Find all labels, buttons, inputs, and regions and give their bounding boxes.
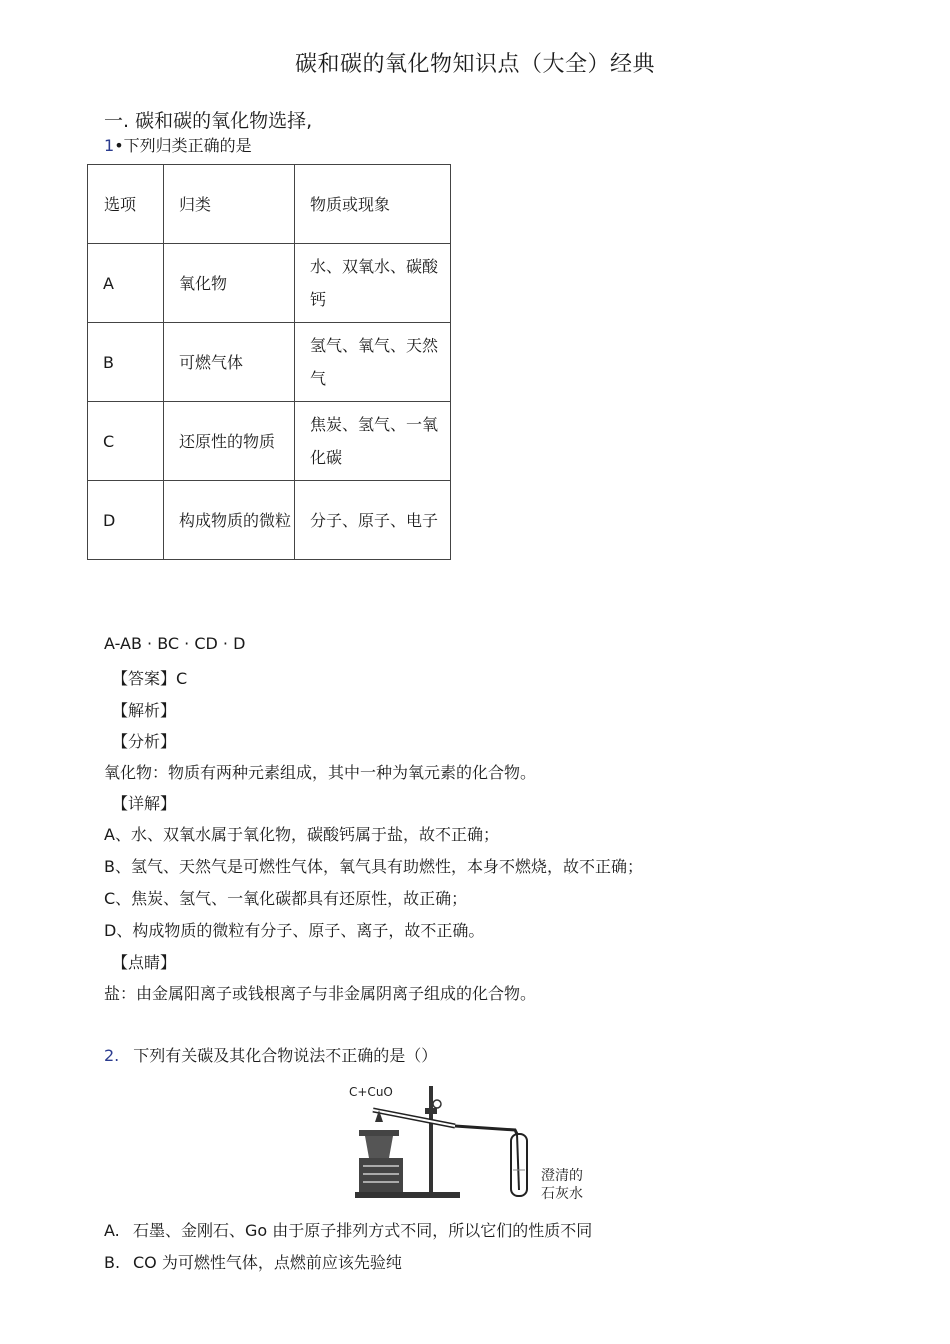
cell-category: 还原性的物质 xyxy=(164,402,295,481)
table-row xyxy=(88,481,451,560)
cell-category: 可燃气体 xyxy=(164,323,295,402)
question-2-text: 下列有关碳及其化合物说法不正确的是（） xyxy=(133,1046,438,1065)
question-1-number: 1 xyxy=(104,136,115,155)
clamp-screw xyxy=(433,1100,441,1108)
question-2-option-a xyxy=(104,1218,592,1241)
wire-gauze xyxy=(359,1130,399,1136)
header-category: 归类 xyxy=(164,165,295,244)
figure-label-solution-2: 石灰水 xyxy=(541,1186,583,1202)
question-1-stem xyxy=(104,133,252,156)
figure-label-solution-1: 澄清的 xyxy=(541,1168,583,1184)
table-row xyxy=(88,402,451,481)
dianjing-text: 盐：由金属阳离子或钱根离子与非金属阴离子组成的化合物。 xyxy=(104,984,537,1003)
dianjing-heading: 【点睛】 xyxy=(112,953,177,972)
option-text: CO 为可燃性气体，点燃前应该先验纯 xyxy=(133,1253,402,1272)
cell-category: 构成物质的微粒 xyxy=(164,481,295,560)
cell-substances: 水、双氧水、碳酸钙 xyxy=(295,244,451,323)
clamp xyxy=(425,1108,437,1114)
fenxi-text: 氧化物：物质有两种元素组成，其中一种为氧元素的化合物。 xyxy=(104,763,537,782)
option-letter: A. xyxy=(104,1221,120,1240)
cell-substances: 氢气、氧气、天然气 xyxy=(295,323,451,402)
question-1-options: A-AB · BC · CD · D xyxy=(104,634,246,653)
detail-line-a: A、水、双氧水属于氧化物，碳酸钙属于盐，故不正确； xyxy=(104,825,499,844)
question-2-stem xyxy=(104,1043,437,1066)
analysis-heading: 【解析】 xyxy=(112,701,177,720)
header-substances: 物质或现象 xyxy=(295,165,451,244)
cell-option: A xyxy=(88,244,164,323)
detail-line-b: B、氢气、天然气是可燃性气体，氧气具有助燃性，本身不燃烧，故不正确； xyxy=(104,857,643,876)
detail-line-c: C、焦炭、氢气、一氧化碳都具有还原性，故正确； xyxy=(104,889,468,908)
answer-line: 【答案】C xyxy=(112,669,188,688)
cell-option: D xyxy=(88,481,164,560)
stand-rod xyxy=(429,1086,433,1194)
cell-option: C xyxy=(88,402,164,481)
table-header-row xyxy=(88,165,451,244)
apparatus-figure xyxy=(345,1080,605,1204)
figure-label-reactant: C+CuO xyxy=(349,1085,393,1099)
section-heading: 一. 碳和碳的氧化物选择, xyxy=(104,110,313,132)
question-2-option-b xyxy=(104,1250,402,1273)
question-2-number: 2. xyxy=(104,1046,120,1065)
cell-option: B xyxy=(88,323,164,402)
header-option: 选项 xyxy=(88,165,164,244)
question-1-text: •下列归类正确的是 xyxy=(114,136,252,155)
option-text: 石墨、金刚石、Go 由于原子排列方式不同，所以它们的性质不同 xyxy=(133,1221,593,1240)
lamp-chimney xyxy=(365,1136,393,1158)
option-letter: B. xyxy=(104,1253,121,1272)
table-row xyxy=(88,244,451,323)
table-row xyxy=(88,323,451,402)
detail-heading: 【详解】 xyxy=(112,794,177,813)
cell-substances: 焦炭、氢气、一氧化碳 xyxy=(295,402,451,481)
document-title: 碳和碳的氧化物知识点（大全）经典 xyxy=(294,52,655,77)
stand-base xyxy=(355,1192,460,1198)
delivery-tube xyxy=(455,1126,517,1134)
classification-table xyxy=(87,164,451,560)
cell-category: 氧化物 xyxy=(164,244,295,323)
fenxi-heading: 【分析】 xyxy=(112,732,177,751)
cell-substances: 分子、原子、电子 xyxy=(295,481,451,560)
detail-line-d: D、构成物质的微粒有分子、原子、离子，故不正确。 xyxy=(104,921,485,940)
